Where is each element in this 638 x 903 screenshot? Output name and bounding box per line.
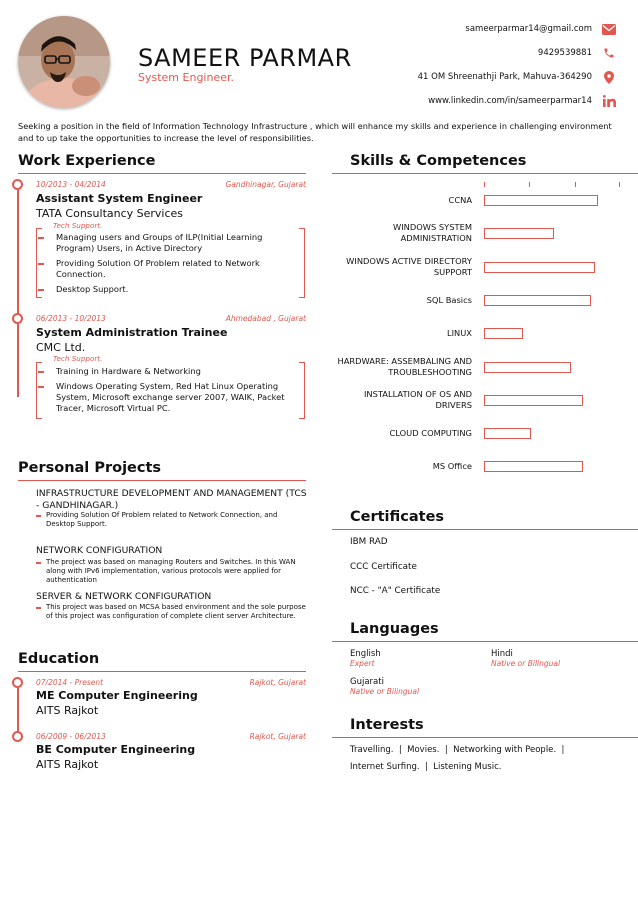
list-item: Providing Solution Of Problem related to Network Connection. <box>36 258 294 280</box>
list-item: Desktop Support. <box>36 284 294 295</box>
email-icon <box>602 22 616 36</box>
interests-line: Internet Surfing. | Listening Music. <box>350 762 502 772</box>
degree-title: BE Computer Engineering <box>36 743 196 756</box>
skill-label: HARDWARE: ASSEMBALING AND TROUBLESHOOTING <box>337 356 472 377</box>
language-name: Hindi <box>491 649 513 659</box>
skill-level-bar <box>484 328 523 339</box>
list-item: Training in Hardware & Networking <box>36 366 294 377</box>
timeline-node <box>12 731 23 742</box>
linkedin-icon <box>602 94 616 108</box>
skill-level-bar <box>484 295 591 306</box>
certificate-item: CCC Certificate <box>350 562 417 572</box>
skill-label: WINDOWS SYSTEM ADMINISTRATION <box>393 222 472 243</box>
certificates-heading: Certificates <box>350 509 445 525</box>
language-name: Gujarati <box>350 677 384 687</box>
education-rule <box>18 671 306 672</box>
scale-tick <box>484 182 485 187</box>
bracket-right <box>299 362 305 419</box>
scale-tick <box>529 182 530 187</box>
list-item: Windows Operating System, Red Hat Linux Operating System, Microsoft exchange server 2007, WAIK, Packet Tracer, Microsoft Virtual PC. <box>36 381 294 414</box>
avatar <box>18 16 110 108</box>
project-description: Providing Solution Of Problem related to Network Connection, and Desktop Support. <box>36 511 306 529</box>
job-duties <box>36 232 294 299</box>
project-description: The project was based on managing Routers and Switches. In this WAN along with IPv6 implementation, various protocols were applied for authentication <box>36 558 306 585</box>
job-duties <box>36 366 294 418</box>
contact-address <box>366 65 616 89</box>
scale-tick <box>575 182 576 187</box>
job-date: 10/2013 - 04/2014 <box>36 180 106 189</box>
skill-label: SQL Basics <box>426 295 472 305</box>
job-tag: Tech Support. <box>53 354 103 363</box>
skill-level-bar <box>484 395 583 406</box>
skill-level-bar <box>484 362 571 373</box>
timeline-node <box>12 677 23 688</box>
degree-title: ME Computer Engineering <box>36 689 198 702</box>
job-date: 06/2013 - 10/2013 <box>36 314 106 323</box>
project-title: NETWORK CONFIGURATION <box>36 545 163 556</box>
school-name: AITS Rajkot <box>36 758 99 771</box>
skill-label: INSTALLATION OF OS AND DRIVERS <box>363 389 472 410</box>
company-name: CMC Ltd. <box>36 341 86 354</box>
skills-rule <box>332 173 638 174</box>
work-experience-rule <box>18 173 306 174</box>
timeline-line <box>17 324 19 397</box>
certificates-rule <box>332 529 638 530</box>
skill-level-bar <box>484 195 598 206</box>
skill-label: CLOUD COMPUTING <box>389 428 472 438</box>
certificate-item: NCC - "A" Certificate <box>350 586 441 596</box>
contact-linkedin[interactable] <box>366 89 616 113</box>
email-text[interactable]: sameerparmar14@gmail.com <box>465 24 592 34</box>
skill-label: MS Office <box>432 461 472 471</box>
education-location: Rajkot, Gujarat <box>249 732 306 741</box>
location-pin-icon <box>602 70 616 84</box>
education-location: Rajkot, Gujarat <box>249 678 306 687</box>
projects-rule <box>18 480 306 481</box>
phone-text[interactable]: 9429539881 <box>537 48 592 58</box>
interests-rule <box>332 737 638 738</box>
contact-email[interactable] <box>366 17 616 41</box>
project-title: SERVER & NETWORK CONFIGURATION <box>36 591 212 602</box>
timeline-line <box>17 688 19 731</box>
skill-level-bar <box>484 428 531 439</box>
timeline-node <box>12 313 23 324</box>
language-name: English <box>350 649 381 659</box>
interests-line: Travelling. | Movies. | Networking with People. | <box>350 745 565 755</box>
project-title: INFRASTRUCTURE DEVELOPMENT AND MANAGEMENT (TCS - GANDHINAGAR.) <box>36 488 307 511</box>
job-role: System Engineer. <box>138 71 234 84</box>
skill-level-bar <box>484 461 583 472</box>
school-name: AITS Rajkot <box>36 704 99 717</box>
education-date: 07/2014 - Present <box>36 678 104 687</box>
skill-label: LINUX <box>446 328 472 338</box>
languages-rule <box>332 641 638 642</box>
linkedin-text[interactable]: www.linkedin.com/in/sameerparmar14 <box>428 96 592 106</box>
skill-level-bar <box>484 262 595 273</box>
list-item: Managing users and Groups of ILP(Initial Learning Program) Users, in Active Directory <box>36 232 294 254</box>
job-location: Gandhinagar, Gujarat <box>225 180 306 189</box>
certificate-item: IBM RAD <box>350 537 388 547</box>
contact-block <box>366 17 616 113</box>
languages-heading: Languages <box>350 621 439 637</box>
language-level: Expert <box>350 659 375 668</box>
phone-icon <box>602 46 616 60</box>
project-description: This project was based on MCSA based environment and the sole purpose of this project was configuration of complete client server Architecture. <box>36 603 306 621</box>
job-title: Assistant System Engineer <box>36 192 203 205</box>
contact-phone[interactable] <box>366 41 616 65</box>
language-level: Native or Bilingual <box>350 687 420 696</box>
person-photo-icon <box>18 16 110 108</box>
job-location: Ahmedabad , Gujarat <box>225 314 306 323</box>
education-heading: Education <box>18 651 100 667</box>
full-name: SAMEER PARMAR <box>138 44 352 72</box>
education-date: 06/2009 - 06/2013 <box>36 732 106 741</box>
job-title: System Administration Trainee <box>36 326 228 339</box>
language-level: Native or Bilingual <box>491 659 561 668</box>
work-experience-heading: Work Experience <box>18 153 156 169</box>
scale-tick <box>619 182 620 187</box>
projects-heading: Personal Projects <box>18 460 162 476</box>
timeline-line <box>17 190 19 314</box>
skill-level-bar <box>484 228 554 239</box>
bracket-right <box>299 228 305 298</box>
skill-label: CCNA <box>448 195 472 205</box>
address-text: 41 OM Shreenathji Park, Mahuva-364290 <box>417 72 592 82</box>
job-tag: Tech Support. <box>53 221 103 230</box>
skill-label: WINDOWS ACTIVE DIRECTORY SUPPORT <box>346 256 472 277</box>
company-name: TATA Consultancy Services <box>36 207 184 220</box>
career-summary: Seeking a position in the field of Information Technology Infrastructure , which will enhance my skills and experience in challenging environment and to up take the opportunities to increase the level of responsibilities. <box>18 121 612 143</box>
interests-heading: Interests <box>350 717 424 733</box>
timeline-node <box>12 179 23 190</box>
skills-heading: Skills & Competences <box>350 153 527 169</box>
